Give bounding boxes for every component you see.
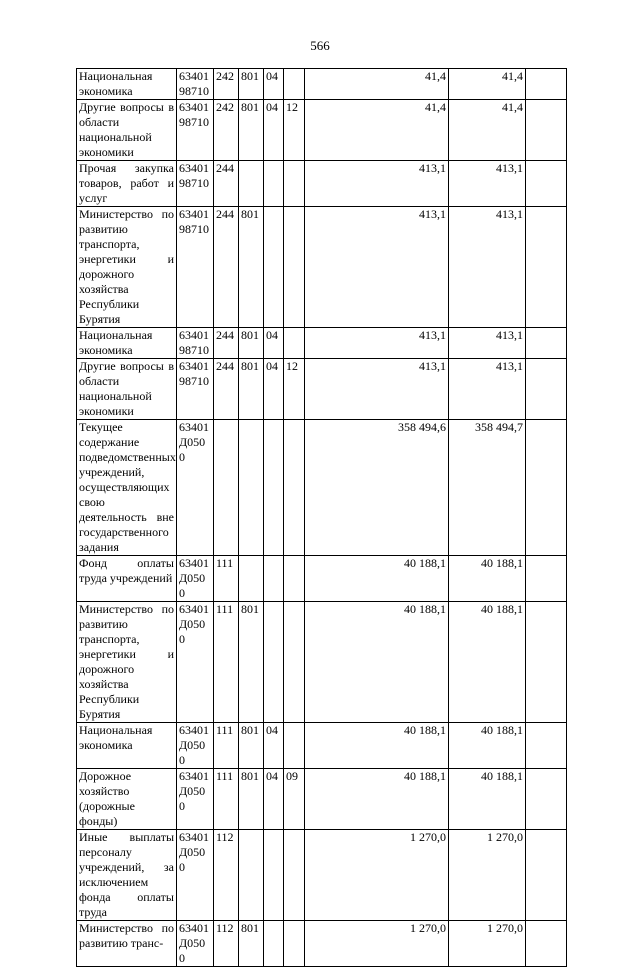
expense-type-code: [214, 420, 239, 556]
amount-1: 40 188,1: [305, 723, 449, 769]
administrator-code: [239, 830, 264, 921]
amount-2: 413,1: [449, 328, 526, 359]
expense-type-code: 244: [214, 161, 239, 207]
item-name: Прочая закупка товаров, работ и услуг: [77, 161, 177, 207]
administrator-code: 801: [239, 723, 264, 769]
subsection-code: [284, 921, 305, 967]
amount-2: 40 188,1: [449, 602, 526, 723]
empty-cell: [526, 359, 567, 420]
target-article-code: 63401 Д0500: [177, 723, 214, 769]
expense-type-code: 244: [214, 328, 239, 359]
amount-1: 413,1: [305, 359, 449, 420]
amount-2: 40 188,1: [449, 556, 526, 602]
table-row: [77, 830, 567, 921]
subsection-code: 12: [284, 100, 305, 161]
table-row: [77, 420, 567, 556]
empty-cell: [526, 161, 567, 207]
amount-2: 413,1: [449, 359, 526, 420]
table-row: [77, 769, 567, 830]
empty-cell: [526, 69, 567, 100]
amount-1: 358 494,6: [305, 420, 449, 556]
expense-type-code: 111: [214, 602, 239, 723]
item-name: Текущее содержание подведомственных учреждений, осуществляющих свою деятельность вне государственного задания: [77, 420, 177, 556]
target-article-code: 63401 Д0500: [177, 556, 214, 602]
empty-cell: [526, 602, 567, 723]
empty-cell: [526, 420, 567, 556]
table-row: [77, 556, 567, 602]
administrator-code: 801: [239, 602, 264, 723]
section-code: 04: [264, 100, 284, 161]
empty-cell: [526, 207, 567, 328]
item-name: Дорожное хозяйство (дорожные фонды): [77, 769, 177, 830]
target-article-code: 63401 Д0500: [177, 921, 214, 967]
expense-type-code: 242: [214, 69, 239, 100]
subsection-code: [284, 69, 305, 100]
administrator-code: 801: [239, 207, 264, 328]
amount-2: 40 188,1: [449, 769, 526, 830]
target-article-code: 63401 98710: [177, 328, 214, 359]
expense-type-code: 112: [214, 921, 239, 967]
table-row: [77, 359, 567, 420]
subsection-code: [284, 602, 305, 723]
budget-table: [76, 68, 567, 967]
subsection-code: [284, 420, 305, 556]
amount-2: 41,4: [449, 100, 526, 161]
table-row: [77, 328, 567, 359]
section-code: 04: [264, 69, 284, 100]
section-code: 04: [264, 359, 284, 420]
item-name: Другие вопросы в области национальной экономики: [77, 359, 177, 420]
amount-2: 413,1: [449, 161, 526, 207]
target-article-code: 63401 98710: [177, 69, 214, 100]
amount-1: 40 188,1: [305, 556, 449, 602]
target-article-code: 63401 Д0500: [177, 769, 214, 830]
item-name: Фонд оплаты труда учреждений: [77, 556, 177, 602]
target-article-code: 63401 98710: [177, 207, 214, 328]
administrator-code: [239, 161, 264, 207]
table-row: [77, 921, 567, 967]
target-article-code: 63401 98710: [177, 161, 214, 207]
table-row: [77, 207, 567, 328]
subsection-code: [284, 830, 305, 921]
section-code: [264, 830, 284, 921]
amount-2: 40 188,1: [449, 723, 526, 769]
subsection-code: [284, 207, 305, 328]
administrator-code: 801: [239, 921, 264, 967]
expense-type-code: 111: [214, 723, 239, 769]
empty-cell: [526, 921, 567, 967]
amount-1: 41,4: [305, 100, 449, 161]
table-row: [77, 100, 567, 161]
table-row: [77, 161, 567, 207]
table-row: [77, 602, 567, 723]
subsection-code: [284, 723, 305, 769]
item-name: Национальная экономика: [77, 723, 177, 769]
table-row: [77, 69, 567, 100]
target-article-code: 63401 98710: [177, 359, 214, 420]
subsection-code: [284, 161, 305, 207]
amount-2: 1 270,0: [449, 921, 526, 967]
administrator-code: 801: [239, 359, 264, 420]
administrator-code: [239, 420, 264, 556]
amount-1: 1 270,0: [305, 921, 449, 967]
item-name: Другие вопросы в области национальной экономики: [77, 100, 177, 161]
subsection-code: 12: [284, 359, 305, 420]
amount-2: 413,1: [449, 207, 526, 328]
amount-1: 413,1: [305, 207, 449, 328]
target-article-code: 63401 Д0500: [177, 830, 214, 921]
administrator-code: 801: [239, 769, 264, 830]
item-name: Национальная экономика: [77, 69, 177, 100]
empty-cell: [526, 328, 567, 359]
subsection-code: 09: [284, 769, 305, 830]
expense-type-code: 111: [214, 769, 239, 830]
empty-cell: [526, 769, 567, 830]
item-name: Иные выплаты персоналу учреждений, за исключением фонда оплаты труда: [77, 830, 177, 921]
section-code: [264, 207, 284, 328]
amount-2: 358 494,7: [449, 420, 526, 556]
target-article-code: 63401 98710: [177, 100, 214, 161]
empty-cell: [526, 830, 567, 921]
section-code: [264, 921, 284, 967]
amount-1: 40 188,1: [305, 602, 449, 723]
page-number: 566: [310, 38, 330, 53]
expense-type-code: 244: [214, 359, 239, 420]
amount-2: 1 270,0: [449, 830, 526, 921]
empty-cell: [526, 723, 567, 769]
administrator-code: [239, 556, 264, 602]
section-code: 04: [264, 723, 284, 769]
administrator-code: 801: [239, 69, 264, 100]
item-name: Министерство по развитию транспорта, энергетики и дорожного хозяйства Республики Бурятия: [77, 207, 177, 328]
section-code: 04: [264, 328, 284, 359]
target-article-code: 63401 Д0500: [177, 602, 214, 723]
expense-type-code: 242: [214, 100, 239, 161]
subsection-code: [284, 556, 305, 602]
empty-cell: [526, 556, 567, 602]
expense-type-code: 112: [214, 830, 239, 921]
empty-cell: [526, 100, 567, 161]
amount-2: 41,4: [449, 69, 526, 100]
section-code: [264, 161, 284, 207]
target-article-code: 63401 Д0500: [177, 420, 214, 556]
expense-type-code: 244: [214, 207, 239, 328]
amount-1: 40 188,1: [305, 769, 449, 830]
administrator-code: 801: [239, 100, 264, 161]
amount-1: 413,1: [305, 161, 449, 207]
amount-1: 413,1: [305, 328, 449, 359]
table-row: [77, 723, 567, 769]
item-name: Национальная экономика: [77, 328, 177, 359]
section-code: 04: [264, 769, 284, 830]
amount-1: 41,4: [305, 69, 449, 100]
section-code: [264, 556, 284, 602]
item-name: Министерство по развитию транспорта, энергетики и дорожного хозяйства Республики Бурятия: [77, 602, 177, 723]
item-name: Министерство по развитию транс-: [77, 921, 177, 967]
section-code: [264, 602, 284, 723]
administrator-code: 801: [239, 328, 264, 359]
subsection-code: [284, 328, 305, 359]
section-code: [264, 420, 284, 556]
expense-type-code: 111: [214, 556, 239, 602]
amount-1: 1 270,0: [305, 830, 449, 921]
